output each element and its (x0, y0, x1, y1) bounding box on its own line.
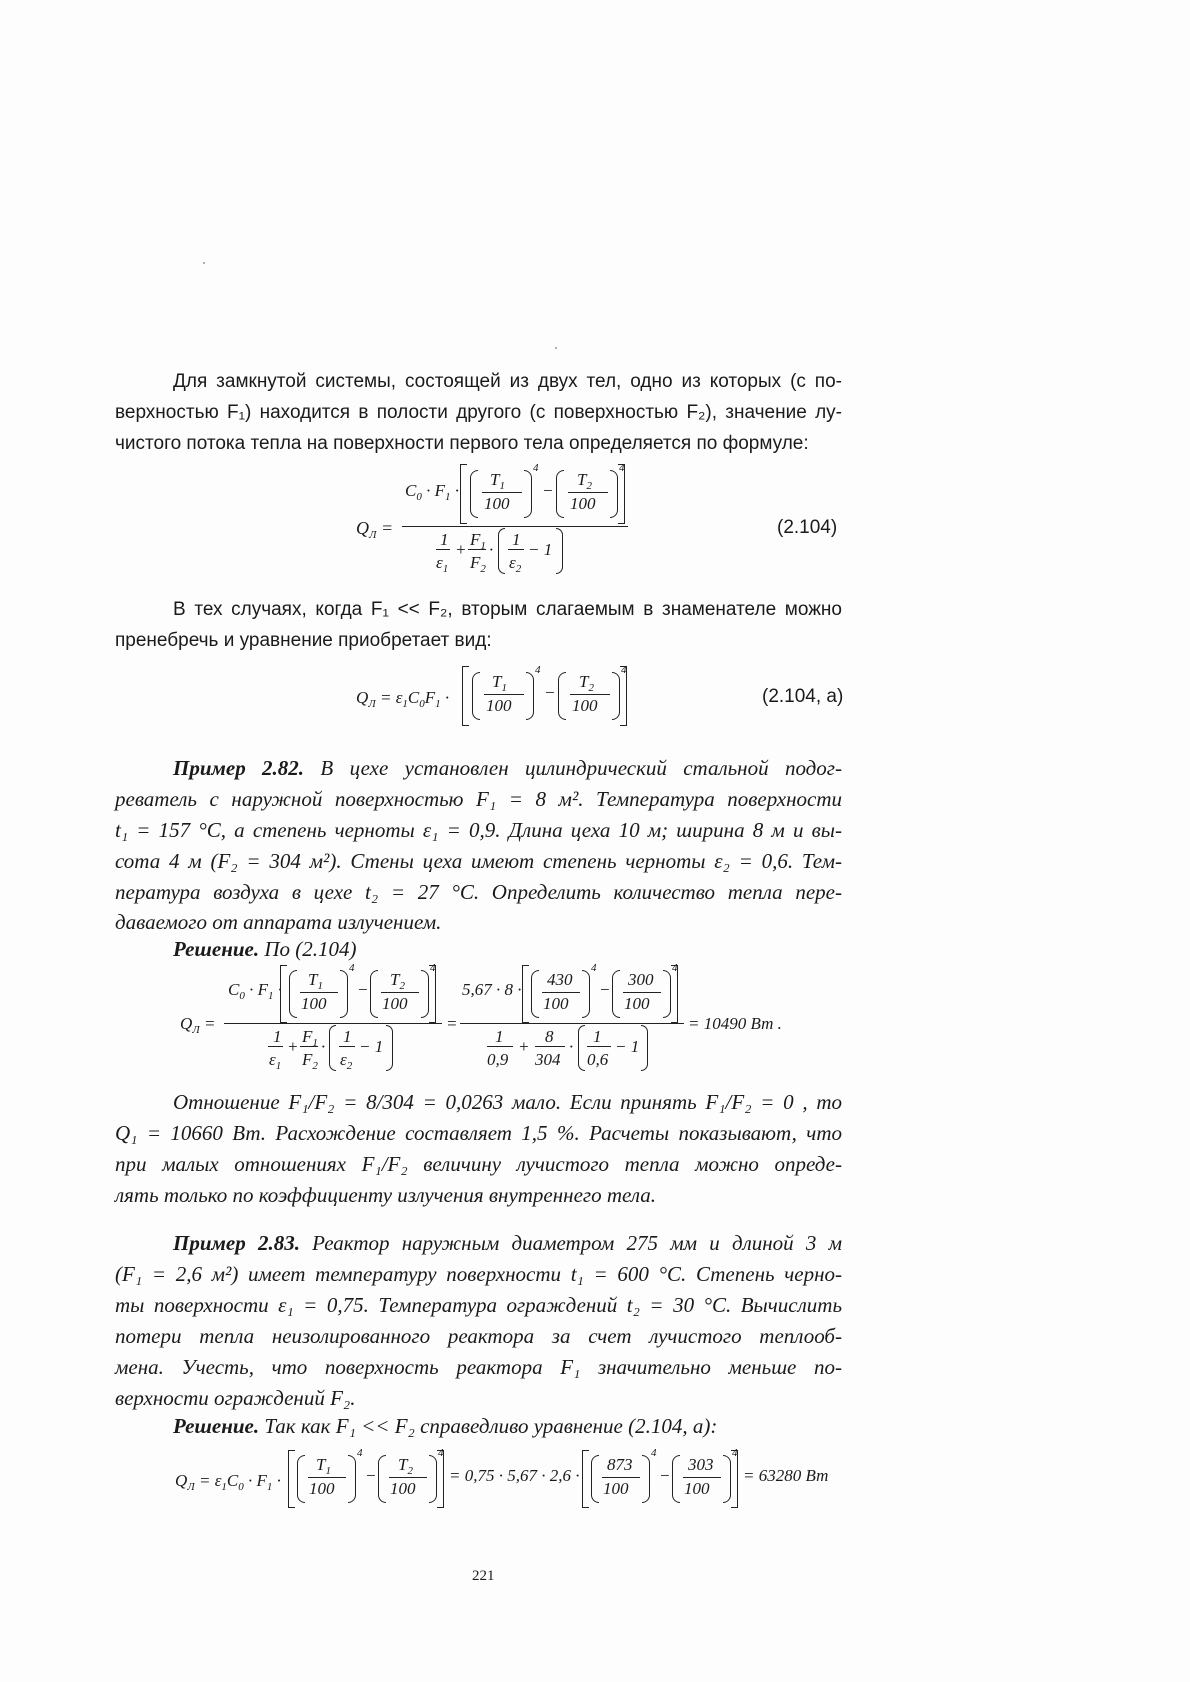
example-282-line-1 (173, 756, 842, 781)
example-283-line-2: (F₁ = 2,6 м²) имеет температуру поверхности t₁ = 600 °С. Степень черно- (115, 1262, 842, 1286)
example-282-solution-label: Решение. (173, 937, 260, 961)
scan-speck (555, 347, 557, 349)
example-282-title: Пример 2.82. (173, 756, 305, 780)
intro-line-1: Для замкнутой системы, состоящей из двух тел, одно из которых (с по- (173, 371, 842, 392)
example-282-after-2: Q₁ = 10660 Вт. Расхождение составляет 1,5 %. Расчеты показывают, что (115, 1121, 842, 1145)
example-283-result: = 63280 Вт (743, 1466, 829, 1485)
example-283-solution-text: Так как F₁ << F₂ справедливо уравнение (2.104, а): (264, 1414, 718, 1438)
example-282-line-5: пература воздуха в цехе t₂ = 27 °С. Определить количество тепла пере- (115, 880, 842, 904)
example-283-solution-label: Решение. (173, 1414, 260, 1438)
page-number: 221 (472, 1568, 495, 1584)
example-282-solution-ref: По (2.104) (264, 937, 357, 961)
example-282-solution (173, 937, 357, 962)
case-line-1: В тех случаях, когда F₁ << F₂, вторым слагаемым в знаменателе можно (173, 599, 842, 620)
example-283-line-4: потери тепла неизолированного реактора за счет лучистого теплооб- (115, 1324, 842, 1348)
document-page: Для замкнутой системы, состоящей из двух тел, одно из которых (с по- верхностью F₁) находится в полости другого (с поверхностью F₂), значение лу- чистого потока тепла на поверхности первого тела определяется по формуле: $Q_Л$ = $C_0 \cdot F_1$ · $T_1$ 100 4 − $T_2$ 100 4 1 $\varepsilon_1$ + $F_1$ $F_2$ · 1 $\varepsilon_2$ − 1 (2.104) В тех случаях, когда F₁ << F₂, вторым слагаемым в знаменателе можно пренебречь и уравнение приобретает вид: $Q_Л = \varepsilon_1C_0F_1$ · $T_1$ 100 4 − $T_2$ 100 4 (2.104, а) Пример 2.82. В цехе установлен цилиндрический стальной подог- реватель с наружной поверхностью F₁ = 8 м². Температура поверхности t₁ = 157 °С, а степень черноты ε₁ = 0,9. Длина цеха 10 м; ширина 8 м и вы- сота 4 м (F₂ = 304 м²). Стены цеха имеют степень черноты ε₂ = 0,6. Тем- пература воздуха в цехе t₂ = 27 °С. Определить количество тепла пере- даваемого от аппарата излучением. Решение. По (2.104) $Q_Л$ = $C_0 \cdot F_1$ · $T_1$ 100 4 − $T_2$ 100 4 1 $\varepsilon_1$ + $F_1$ $F_2$ · 1 $\varepsilon_2$ − 1 = 5,67 · 8 · 430 100 4 − 300 100 4 1 0,9 + 8 304 · 1 0,6 − 1 = 10490 Вт . Отношение F₁/F₂ = 8/304 = 0,0263 мало. Если принять F₁/F₂ = 0 , то Q₁ = 10660 Вт. Расхождение составляет 1,5 %. Расчеты показывают, что при малых отношениях F₁/F₂ величину лучистого тепла можно опреде- лять только по коэффициенту излучения внутреннего тела. Пример 2.83. Реактор наружным диаметром 275 мм и длиной 3 м (F₁ = 2,6 м²) имеет температуру поверхности t₁ = 600 °С. Степень черно- ты поверхности ε₁ = 0,75. Температура ограждений t₂ = 30 °С. Вычислить потери тепла неизолированного реактора за счет лучистого теплооб- мена. Учесть, что поверхность реактора F₁ значительно меньше по- верхности ограждений F₂. Решение. Так как F₁ << F₂ справедливо уравнение (2.104, а): $Q_Л = \varepsilon_1C_0 \cdot F_1$ · $T_1$ 100 4 − $T_2$ 100 4 = 0,75 · 5,67 · 2,6 · 873 100 4 − 303 100 4 = 63280 Вт 221 (0, 0, 1190, 1682)
example-282-line-6: даваемого от аппарата излучением. (115, 910, 442, 934)
example-282-after-3: при малых отношениях F₁/F₂ величину лучистого тепла можно опреде- (115, 1152, 842, 1176)
example-283-title: Пример 2.83. (173, 1231, 300, 1255)
example-283-line-1 (173, 1231, 842, 1256)
intro-line-2: верхностью F₁) находится в полости другого (с поверхностью F₂), значение лу- (115, 402, 842, 423)
example-283-line-5: мена. Учесть, что поверхность реактора F₁ значительно меньше по- (115, 1355, 842, 1379)
example-282-result: = 10490 Вт . (688, 1014, 782, 1033)
case-line-2: пренебречь и уравнение приобретает вид: (115, 630, 492, 651)
example-282-line-2: реватель с наружной поверхностью F₁ = 8 м². Температура поверхности (115, 787, 842, 811)
example-282-after-1: Отношение F₁/F₂ = 8/304 = 0,0263 мало. Если принять F₁/F₂ = 0 , то (173, 1090, 842, 1114)
example-282-line-3: t₁ = 157 °С, а степень черноты ε₁ = 0,9. Длина цеха 10 м; ширина 8 м и вы- (115, 818, 842, 842)
equation-2-104-label: (2.104) (777, 517, 838, 538)
example-282-after-4: лять только по коэффициенту излучения внутреннего тела. (115, 1183, 656, 1207)
equation-2-104a-label: (2.104, а) (762, 686, 844, 707)
example-282-line-4: сота 4 м (F₂ = 304 м²). Стены цеха имеют степень черноты ε₂ = 0,6. Тем- (115, 849, 842, 873)
scan-speck (203, 262, 205, 264)
example-283-text-1: Реактор наружным диаметром 275 мм и длиной 3 м (312, 1231, 842, 1255)
intro-line-3: чистого потока тепла на поверхности первого тела определяется по формуле: (115, 433, 809, 454)
example-283-line-6: верхности ограждений F₂. (115, 1386, 356, 1410)
example-283-line-3: ты поверхности ε₁ = 0,75. Температура ограждений t₂ = 30 °С. Вычислить (115, 1293, 842, 1317)
example-282-text-1: В цехе установлен цилиндрический стальной подог- (320, 756, 842, 780)
example-283-solution (173, 1414, 717, 1439)
